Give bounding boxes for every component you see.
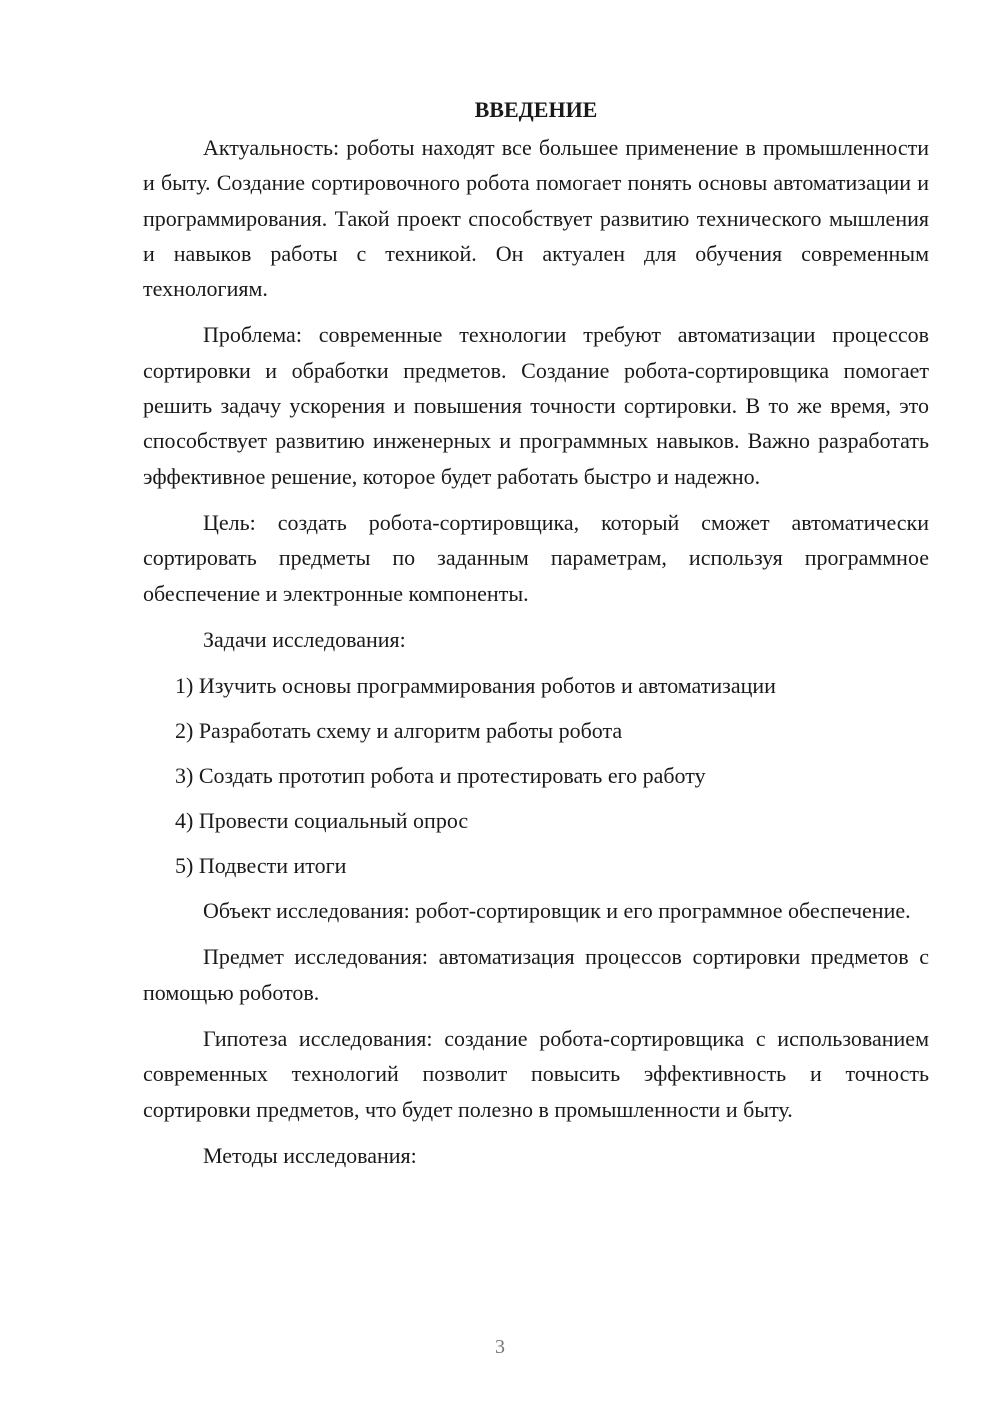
subject-paragraph: Предмет исследования: автоматизация процессов сортировки предметов с помощью роботов. — [143, 944, 929, 1005]
list-item: 4) Провести социальный опрос — [175, 808, 469, 834]
list-item: 1) Изучить основы программирования роботов и автоматизации — [175, 673, 776, 699]
page-number: 3 — [495, 1336, 505, 1358]
section-heading: ВВЕДЕНИЕ — [474, 97, 598, 122]
tasks-list — [143, 668, 929, 883]
list-item: 5) Подвести итоги — [175, 853, 347, 879]
hypothesis-paragraph: Гипотеза исследования: создание робота-сортировщика с использованием современных технологий позволит повысить эффективность и точность сортировки предметов, что будет полезно в промышленности и быту. — [143, 1026, 929, 1122]
goal-paragraph: Цель: создать робота-сортировщика, который сможет автоматически сортировать предметы по заданным параметрам, используя программное обеспечение и электронные компоненты. — [143, 509, 929, 606]
list-item: 3) Создать прототип робота и протестировать его работу — [175, 763, 706, 789]
object-paragraph: Объект исследования: робот-сортировщик и его программное обеспечение. — [203, 898, 911, 924]
problem-paragraph: Проблема: современные технологии требуют автоматизации процессов сортировки и обработки предметов. Создание робота-сортировщика помогает решить задачу ускорения и повышения точности сортировки. В то же время, это способствует развитию инженерных и программных навыков. Важно разработать эффективное решение, которое будет работать быстро и надежно. — [143, 322, 929, 489]
list-item: 2) Разработать схему и алгоритм работы робота — [175, 718, 623, 744]
tasks-heading: Задачи исследования: — [203, 626, 406, 652]
methods-heading: Методы исследования: — [203, 1142, 417, 1168]
page-content — [143, 92, 929, 1184]
relevance-paragraph: Актуальность: роботы находят все большее применение в промышленности и быту. Создание сортировочного робота помогает понять основы автоматизации и программирования. Такой проект способствует развитию технического мышления и навыков работы с техникой. Он актуален для обучения современным технологиям. — [143, 135, 929, 302]
